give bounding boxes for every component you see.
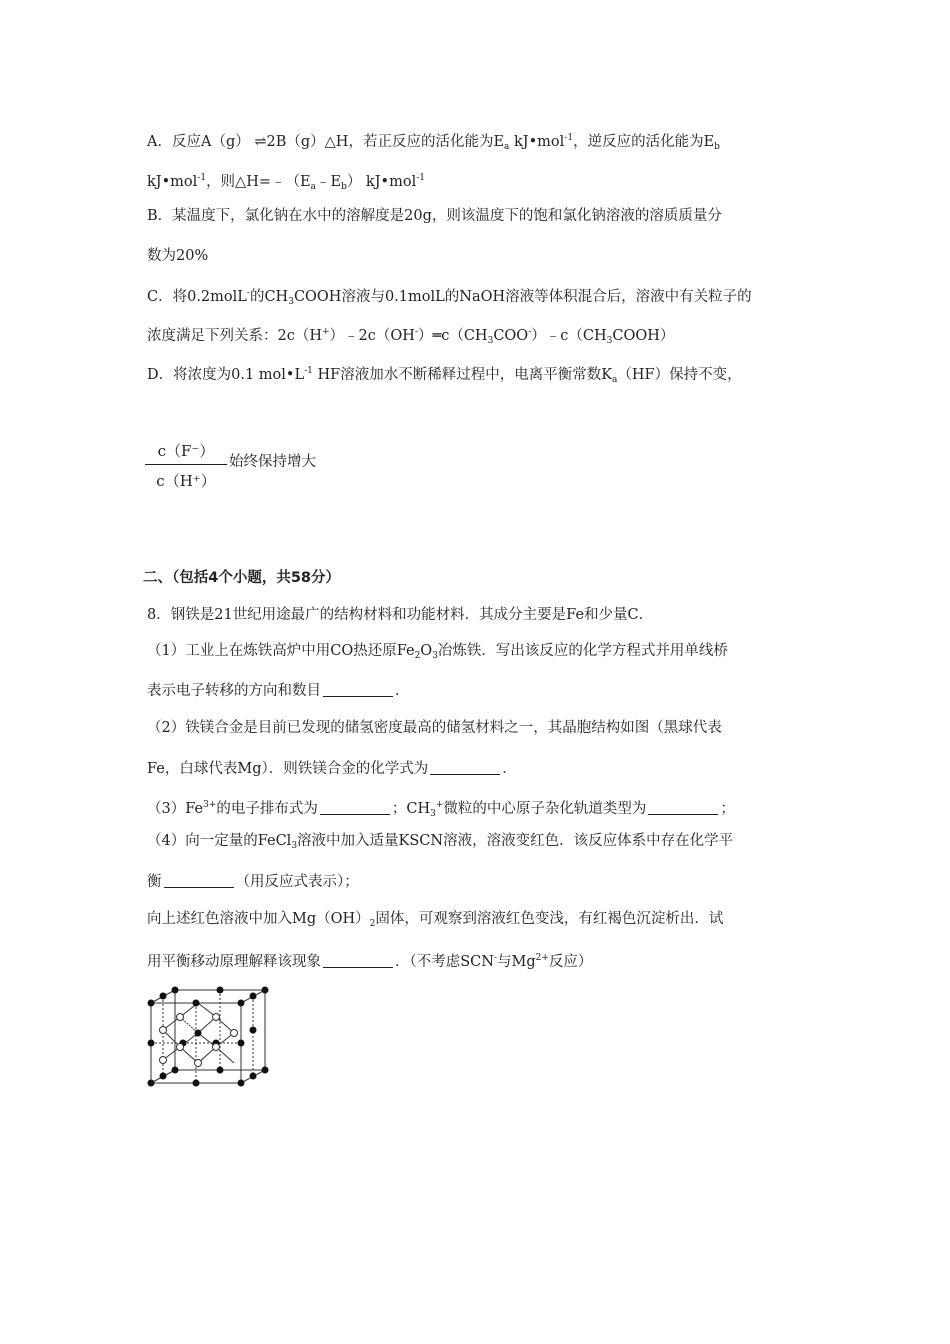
- q8-part1-line2: 表示电子转移的方向和数目 ．: [147, 683, 410, 699]
- fraction-numerator: c（F⁻）: [157, 442, 215, 460]
- fraction-bar: [145, 464, 227, 465]
- q8-stem: 8．钢铁是21世纪用途最广的结构材料和功能材料．其成分主要是Fe和少量C．: [147, 607, 654, 623]
- fraction-denominator: c（H⁺）: [156, 472, 216, 490]
- q8-part3: $(3)Fe^{3+}$的电子排布式为 ；$CH_3^+$微粒的中心原子杂化轨道类型为 ；: [147, 800, 735, 819]
- option-b-line1: B．某温度下，氯化钠在水中的溶解度是20g，则该温度下的饱和氯化钠溶液的溶质质量分: [147, 208, 722, 224]
- answer-blank-1[interactable]: [323, 682, 393, 697]
- fraction-tail-text: 始终保持增大: [229, 454, 316, 470]
- fe-atoms: [148, 987, 269, 1087]
- answer-blank-6[interactable]: [323, 953, 393, 968]
- section-heading: 二、（包括4个小题，共58分）: [143, 570, 341, 586]
- q8-part4-line4: 用平衡移动原理解释该现象 ．（不考虑SCN-与$Mg^{2+}$反应）: [147, 953, 593, 970]
- q8-part1-line1: （1）工业上在炼铁高炉中用CO热还原$Fe_2O_3$冶炼铁．写出该反应的化学方程式并用单线桥: [147, 643, 728, 661]
- option-c-line1: C．将0.2molL-的$CH_3COOH$溶液与0.1molL的NaOH溶液等体积混合后，溶液中有关粒子的: [147, 288, 752, 307]
- option-a-line1: A．反应A（g） ⇌2B（g）△H，若正反应的活化能为$E_a$ kJ•mol$^{-1}$，逆反应的活化能为$E_b$: [147, 133, 720, 152]
- option-d-line1: D．将浓度为0.1 $mol•L^{-1}$ HF溶液加水不断稀释过程中，电离平衡常数$K_a(HF)$保持不变，: [147, 366, 742, 385]
- answer-blank-5[interactable]: [164, 873, 234, 888]
- option-b-line2: 数为20%: [147, 248, 209, 264]
- option-a-line2: kJ•mol$^{-1}$，则$\triangle H=﹣(E_a﹣E_b)$ kJ•mol$^{-1}$: [147, 173, 425, 192]
- q8-part4-line1: （4）向一定量的FeCl$_3$溶液中加入适量KSCN溶液，溶液变红色．该反应体系中存在化学平: [147, 833, 734, 851]
- q8-part2-line1: （2）铁镁合金是目前已发现的储氢密度最高的储氢材料之一，其晶胞结构如图（黑球代表: [147, 720, 722, 736]
- cell-edges: [151, 990, 265, 1083]
- option-c-line2: 浓度满足下列关系：$2c(H^+)﹣2c(OH^-)═c(CH_3COO^-)﹣c(CH_3COOH)$: [147, 327, 675, 346]
- q8-part2-line2: Fe，白球代表Mg）．则铁镁合金的化学式为 ．: [147, 761, 517, 777]
- answer-blank-3[interactable]: [320, 800, 390, 815]
- crystal-cell-diagram: [143, 985, 273, 1090]
- answer-blank-4[interactable]: [648, 800, 718, 815]
- answer-blank-2[interactable]: [430, 760, 500, 775]
- q8-part4-line2: 衡 （用反应式表示）；: [147, 874, 359, 890]
- q8-part4-line3: 向上述红色溶液中加入$Mg(OH)_2$固体，可观察到溶液红色变浅，有红褐色沉淀析出．试: [147, 911, 724, 929]
